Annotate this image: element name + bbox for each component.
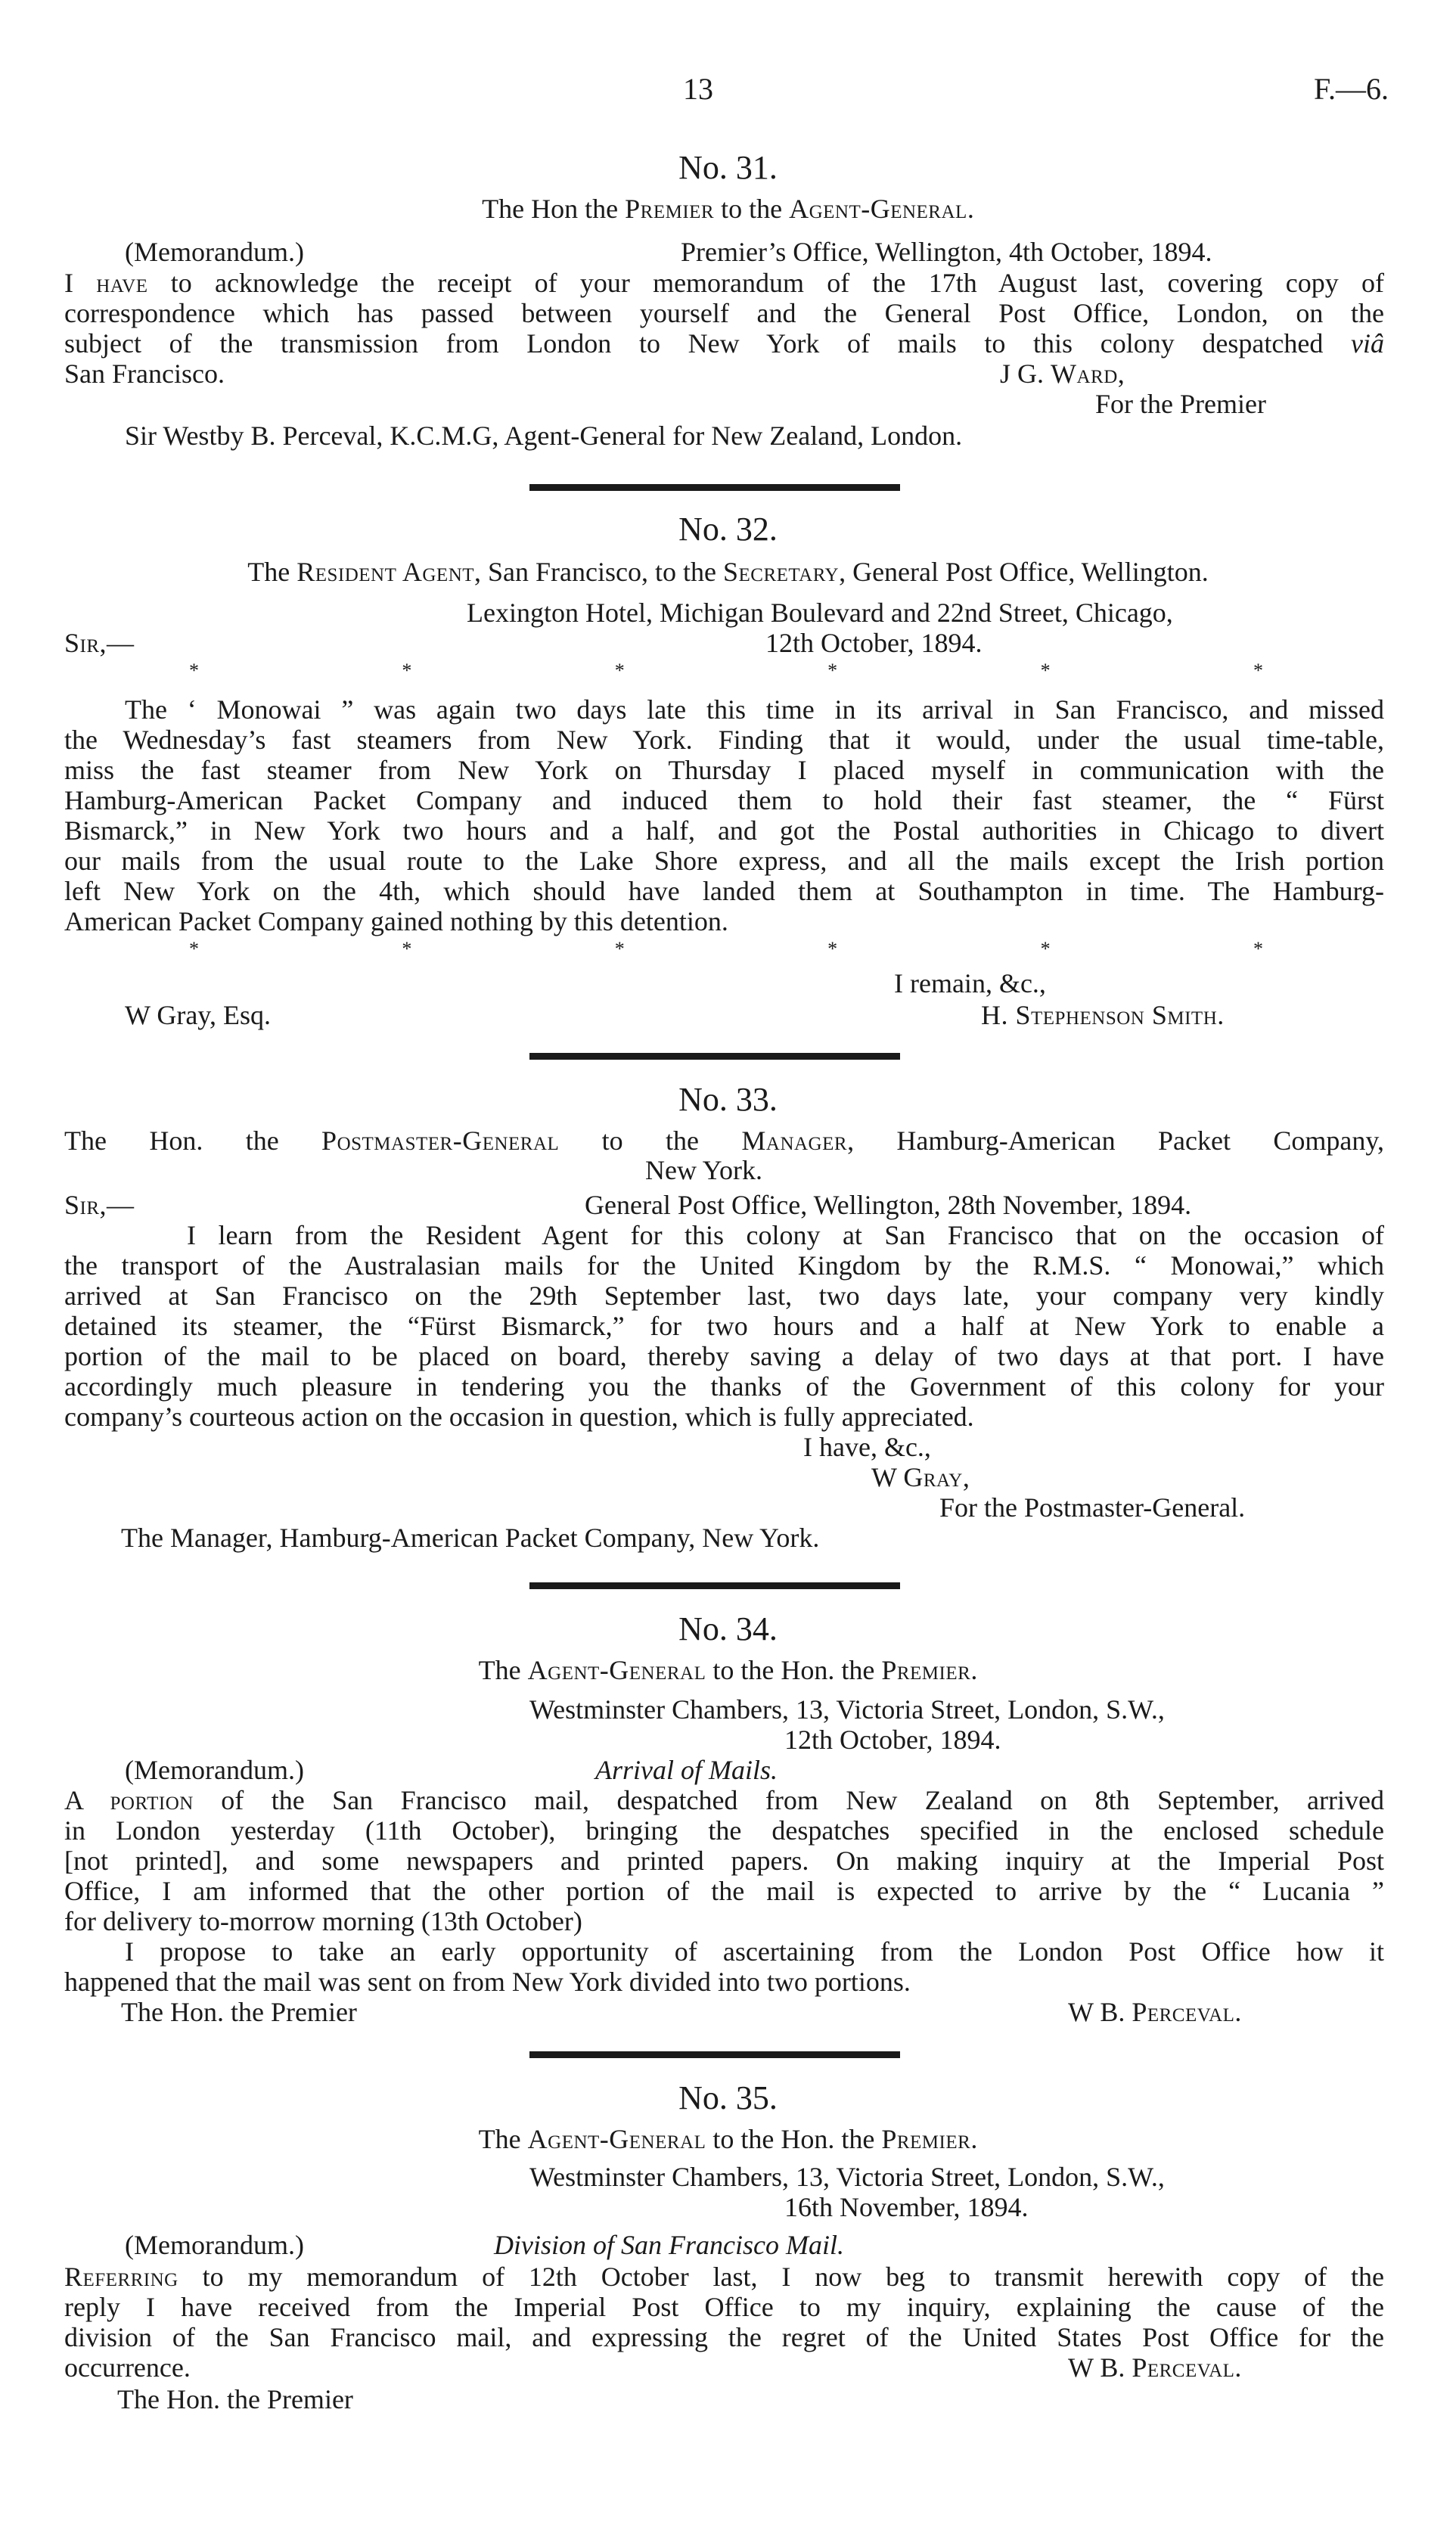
letter-33-body-line: accordingly much pleasure in tendering you the thanks of the Government of this colony for your: [64, 1371, 1384, 1402]
letter-34-body-line: [not printed], and some newspapers and printed papers. On making inquiry at the Imperial Post: [64, 1846, 1384, 1876]
letter-35-place: Westminster Chambers, 13, Victoria Street, London, S.W.,: [529, 2162, 1165, 2192]
letter-33-salutation: Sir,—: [64, 1190, 135, 1220]
letter-34-body-line: happened that the mail was sent on from New York divided into two portions.: [64, 1967, 911, 1997]
letter-31-body-line: San Francisco.: [64, 359, 225, 389]
letter-34-body-line: Office, I am informed that the other portion of the mail is expected to arrive by the “ Lucania ”: [64, 1876, 1384, 1906]
letter-33-body-line: detained its steamer, the “Fürst Bismarck,” for two hours and a half at New York to enable a: [64, 1311, 1384, 1341]
letter-32-place: Lexington Hotel, Michigan Boulevard and 22nd Street, Chicago,: [467, 598, 1173, 628]
letter-31-signature-role: For the Premier: [1095, 389, 1266, 419]
letter-34-heading: The Agent-General to the Hon. the Premier.: [478, 1655, 978, 1685]
omission-stars: * * * * * *: [189, 660, 1263, 682]
letter-32-number: No. 32.: [678, 511, 778, 548]
page-number: 13: [683, 72, 713, 106]
letter-35-signature: W B. Perceval.: [1068, 2352, 1242, 2383]
letter-31-body-line: subject of the transmission from London to New York of mails to this colony despatched viâ: [64, 328, 1384, 359]
letter-35-body-line: occurrence.: [64, 2352, 191, 2383]
letter-32-heading: The Resident Agent, San Francisco, to the Secretary, General Post Office, Wellington.: [247, 557, 1209, 587]
letter-35-body-line: division of the San Francisco mail, and expressing the regret of the United States Post Office for the: [64, 2322, 1384, 2352]
letter-33-body-line: arrived at San Francisco on the 29th September last, two days late, your company very kindly: [64, 1281, 1384, 1311]
letter-32-body-line: The ‘ Monowai ” was again two days late this time in its arrival in San Francisco, and missed: [125, 694, 1384, 725]
letter-35-body-line: reply I have received from the Imperial Post Office to my inquiry, explaining the cause of the: [64, 2292, 1384, 2322]
letter-35-subject: Division of San Francisco Mail.: [494, 2230, 844, 2260]
letter-33-body-line: portion of the mail to be placed on board, thereby saving a delay of two days at that port. I have: [64, 1341, 1384, 1371]
letter-34-place: Westminster Chambers, 13, Victoria Street, London, S.W.,: [529, 1694, 1165, 1725]
section-divider: [529, 2051, 900, 2058]
document-reference: F.—6.: [1314, 72, 1389, 106]
letter-32-body-line: left New York on the 4th, which should have landed them at Southampton in time. The Hamburg-: [64, 876, 1384, 906]
letter-32-date: 12th October, 1894.: [765, 628, 983, 658]
letter-35-memo-label: (Memorandum.): [125, 2230, 304, 2260]
letter-32-body-line: Hamburg-American Packet Company and induced them to hold their fast steamer, the “ Fürst: [64, 785, 1384, 815]
letter-33-addressee: The Manager, Hamburg-American Packet Company, New York.: [121, 1523, 820, 1553]
letter-33-closing: I have, &c.,: [803, 1432, 931, 1462]
letter-32-body-line: Bismarck,” in New York two hours and a half, and got the Postal authorities in Chicago to divert: [64, 815, 1384, 846]
letter-34-body-line: in London yesterday (11th October), bringing the despatches specified in the enclosed schedule: [64, 1815, 1384, 1846]
letter-32-closing: I remain, &c.,: [894, 968, 1046, 998]
letter-32-body-line: miss the fast steamer from New York on Thursday I placed myself in communication with the: [64, 755, 1384, 785]
section-divider: [529, 484, 900, 491]
letter-31-memo-label: (Memorandum.): [125, 237, 304, 267]
letter-35-date: 16th November, 1894.: [784, 2192, 1029, 2222]
letter-34-body-line: I propose to take an early opportunity of ascertaining from the London Post Office how it: [125, 1936, 1384, 1967]
letter-33-body-line: company’s courteous action on the occasion in question, which is fully appreciated.: [64, 1402, 974, 1432]
letter-32-signature: H. Stephenson Smith.: [981, 1000, 1225, 1030]
letter-35-number: No. 35.: [678, 2079, 778, 2116]
letter-33-number: No. 33.: [678, 1081, 778, 1118]
letter-33-heading: The Hon. the Postmaster-General to the Manager, Hamburg-American Packet Company,: [64, 1126, 1384, 1156]
section-divider: [529, 1582, 900, 1589]
letter-34-body-line: A portion of the San Francisco mail, despatched from New Zealand on 8th September, arrived: [64, 1785, 1384, 1815]
letter-31-body-line: I have to acknowledge the receipt of your memorandum of the 17th August last, covering copy of: [64, 268, 1384, 298]
letter-32-body-line: American Packet Company gained nothing by this detention.: [64, 906, 728, 936]
letter-31-heading: The Hon the Premier to the Agent-General.: [482, 194, 974, 224]
letter-34-memo-label: (Memorandum.): [125, 1755, 304, 1785]
section-divider: [529, 1053, 900, 1060]
letter-32-salutation: Sir,—: [64, 628, 135, 658]
letter-33-body-line: the transport of the Australasian mails for the United Kingdom by the R.M.S. “ Monowai,” which: [64, 1250, 1384, 1281]
omission-stars: * * * * * *: [189, 938, 1263, 960]
letter-31-body-line: correspondence which has passed between yourself and the General Post Office, London, on the: [64, 298, 1384, 328]
letter-34-signature: W B. Perceval.: [1068, 1997, 1242, 2027]
letter-35-addressee: The Hon. the Premier: [117, 2384, 353, 2414]
letter-31-signature: J G. Ward,: [1000, 359, 1125, 389]
letter-35-heading: The Agent-General to the Hon. the Premier.: [478, 2124, 978, 2154]
letter-34-addressee: The Hon. the Premier: [121, 1997, 357, 2027]
letter-34-body-line: for delivery to-morrow morning (13th October): [64, 1906, 582, 1936]
letter-31-place-date: Premier’s Office, Wellington, 4th October, 1894.: [681, 237, 1212, 267]
letter-33-signature: W Gray,: [871, 1462, 970, 1492]
letter-31-addressee: Sir Westby B. Perceval, K.C.M.G, Agent-General for New Zealand, London.: [125, 421, 963, 451]
letter-34-date: 12th October, 1894.: [784, 1725, 1001, 1755]
letter-33-signature-role: For the Postmaster-General.: [939, 1492, 1246, 1523]
letter-33-body-line: I learn from the Resident Agent for this colony at San Francisco that on the occasion of: [187, 1220, 1384, 1250]
letter-34-number: No. 34.: [678, 1610, 778, 1647]
letter-32-body-line: our mails from the usual route to the Lake Shore express, and all the mails except the Irish portion: [64, 846, 1384, 876]
letter-33-place-date: General Post Office, Wellington, 28th November, 1894.: [585, 1190, 1192, 1220]
letter-34-subject: Arrival of Mails.: [595, 1755, 778, 1785]
letter-32-addressee: W Gray, Esq.: [125, 1000, 271, 1030]
letter-35-body-line: Referring to my memorandum of 12th October last, I now beg to transmit herewith copy of the: [64, 2262, 1384, 2292]
letter-31-number: No. 31.: [678, 149, 778, 186]
letter-33-heading-line-2: New York.: [645, 1155, 763, 1185]
letter-32-body-line: the Wednesday’s fast steamers from New York. Finding that it would, under the usual time-table,: [64, 725, 1384, 755]
